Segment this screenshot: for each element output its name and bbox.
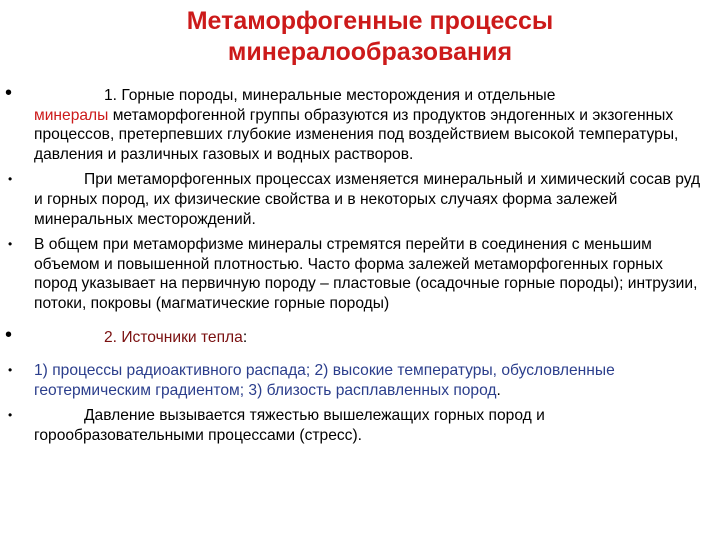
- bullet-dot-icon: •: [8, 363, 13, 378]
- bullet-item-1: [0, 82, 720, 164]
- bullet-dot-icon: •: [8, 172, 13, 187]
- bullet-dot-icon: •: [8, 408, 13, 423]
- bullet-item-5: [0, 361, 720, 400]
- bullet-item-4: [0, 323, 720, 348]
- bullet-dot-icon: •: [5, 82, 13, 104]
- heat-sources-colon: :: [242, 328, 248, 346]
- item-1-lead-term: минералы: [34, 106, 109, 124]
- item-6-text: Давление вызывается тяжестью вышележащих горных пород и горообразовательными процессами (стресс).: [34, 407, 545, 444]
- bullet-list: [0, 82, 720, 446]
- item-2-text: При метаморфогенных процессах изменяется минеральный и химический сосав руд и горных пород, их физические свойства и в некоторых случаях форма залежей минеральных месторождений.: [34, 171, 701, 228]
- slide-title: [130, 6, 610, 68]
- bullet-item-3: [0, 235, 720, 313]
- item-5-end: .: [496, 381, 501, 399]
- item-1-lead: 1. Горные породы, минеральные месторождения и отдельные: [104, 87, 556, 104]
- heat-sources-label: 2. Источники тепла: [104, 328, 243, 346]
- bullet-dot-icon: •: [8, 237, 13, 252]
- item-1-body: метаморфогенной группы образуются из продуктов эндогенных и экзогенных процессов, претерпевших глубокие изменения под воздействием высокой температуры, давления и различных газовых и водных растворов.: [34, 106, 679, 163]
- title-line-1: Метаморфогенные процессы: [186, 7, 554, 35]
- bullet-dot-icon: •: [5, 323, 13, 346]
- title-line-2: минералообразования: [227, 38, 513, 66]
- bullet-item-2: [0, 170, 720, 229]
- item-5-text: 1) процессы радиоактивного распада; 2) высокие температуры, обусловленные геотермическим градиентом; 3) близость расплавленных пород: [34, 362, 615, 399]
- item-3-text: В общем при метаморфизме минералы стремятся перейти в соединения с меньшим объемом и повышенной плотностью. Часто форма залежей метаморфогенных горных пород указывает на первичную породу – пластовые (осадочные горные породы); интрузии, потоки, покровы (магматические горные породы): [34, 236, 698, 312]
- bullet-item-6: [0, 406, 720, 445]
